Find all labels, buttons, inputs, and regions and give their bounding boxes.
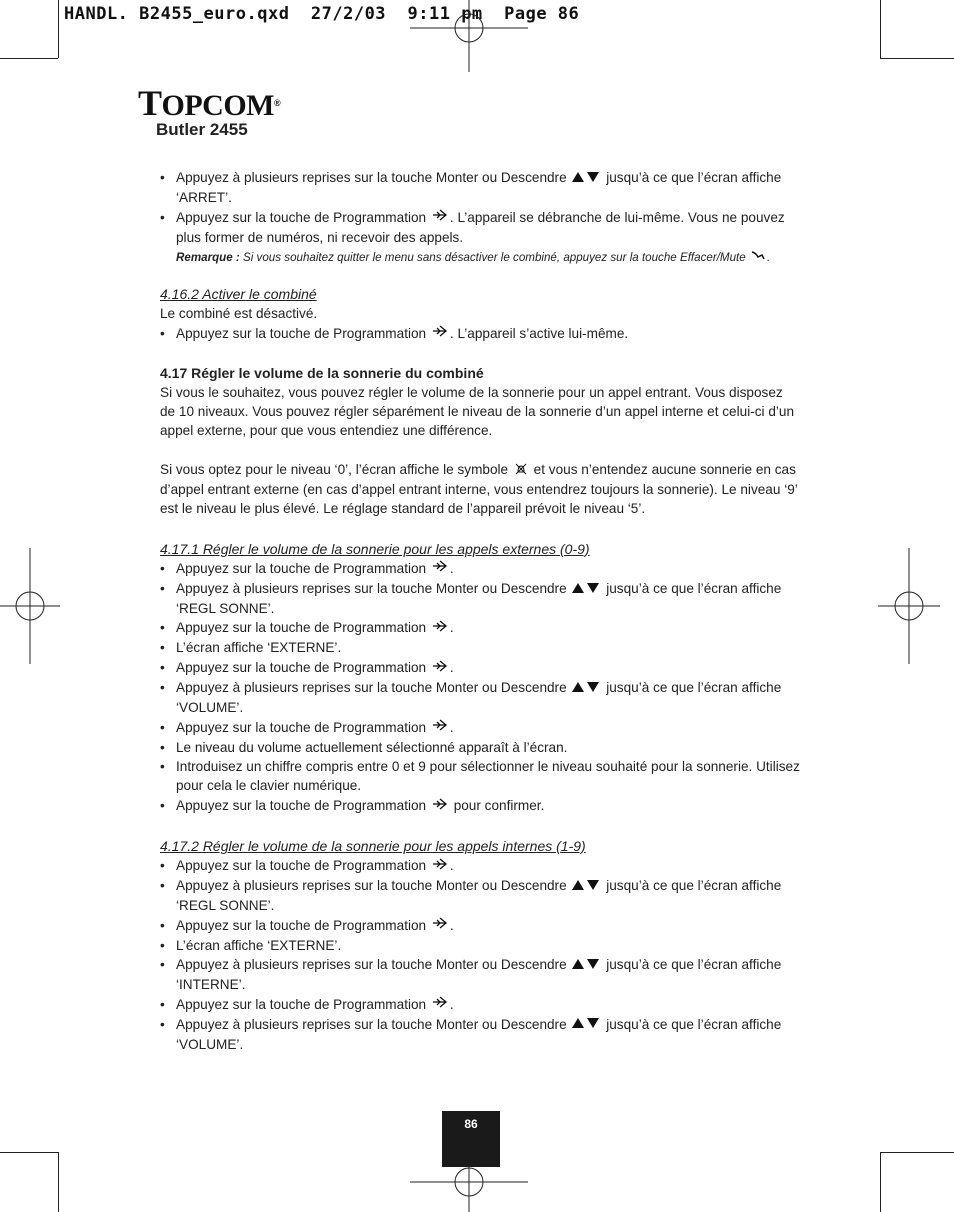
paragraph: Si vous optez pour le niveau ‘0’, l’écran affiche le symbole et vous n’entendez aucune sonnerie en cas d’appel entrant externe (en cas d’appel entrant interne, vous entendrez toujours la sonnerie). Le niveau ‘9’ est le niveau le plus élevé. Le réglage standard de l’appareil prévoit le niveau ‘5’. bbox=[160, 461, 798, 517]
program-key-icon bbox=[432, 995, 448, 1014]
crop-mark bbox=[880, 0, 881, 58]
up-down-arrows-icon bbox=[572, 679, 600, 698]
list-item: • Appuyez sur la touche de Programmation . bbox=[160, 559, 800, 579]
list-item: • Appuyez à plusieurs reprises sur la touche Monter ou Descendre jusqu’à ce que l’écran affiche ‘REGL SONNE’. bbox=[160, 579, 800, 619]
ringer-off-icon bbox=[514, 461, 528, 480]
list-item: • Appuyez sur la touche de Programmation . L’appareil se débranche de lui-même. Vous ne pouvez plus former de numéros, ni recevoir des appels. bbox=[160, 208, 800, 248]
list-item: • Appuyez sur la touche de Programmation . bbox=[160, 995, 800, 1015]
crop-mark bbox=[0, 1152, 58, 1153]
program-key-icon bbox=[432, 718, 448, 737]
list-item: • L’écran affiche ‘EXTERNE’. bbox=[160, 936, 800, 955]
program-key-icon bbox=[432, 324, 448, 343]
registration-mark-top bbox=[410, 0, 528, 72]
program-key-icon bbox=[432, 857, 448, 876]
list-item: • Appuyez sur la touche de Programmation . bbox=[160, 718, 800, 738]
list-item: • Appuyez à plusieurs reprises sur la touche Monter ou Descendre jusqu’à ce que l’écran affiche ‘INTERNE’. bbox=[160, 955, 800, 995]
page-number: 86 bbox=[442, 1111, 500, 1167]
registration-mark-left bbox=[0, 548, 60, 664]
model-name: Butler 2455 bbox=[156, 120, 248, 139]
page-content bbox=[160, 168, 800, 1054]
list-item: • Appuyez à plusieurs reprises sur la touche Monter ou Descendre jusqu’à ce que l’écran affiche ‘VOLUME’. bbox=[160, 678, 800, 718]
list-item: • Appuyez sur la touche de Programmation . L’appareil s’active lui-même. bbox=[160, 324, 800, 344]
crop-mark bbox=[58, 0, 59, 58]
remark-note: Remarque : Si vous souhaitez quitter le menu sans désactiver le combiné, appuyez sur la touche Effacer/Mute . bbox=[160, 248, 800, 268]
registration-mark-right bbox=[878, 548, 940, 664]
section-heading-4-17-1: 4.17.1 Régler le volume de la sonnerie pour les appels externes (0-9) bbox=[160, 540, 590, 557]
program-key-icon bbox=[432, 208, 448, 227]
list-4-17-2 bbox=[160, 856, 800, 1054]
up-down-arrows-icon bbox=[572, 169, 600, 188]
crop-mark bbox=[880, 1152, 881, 1212]
section-heading-4-17: 4.17 Régler le volume de la sonnerie du combiné bbox=[160, 364, 484, 381]
paragraph: Si vous le souhaitez, vous pouvez régler le volume de la sonnerie pour un appel entrant. Vous disposez de 10 niveaux. Vous pouvez régler séparément le niveau de la sonnerie d’un appel interne et celui-ci d’un appel externe, pour que vous entendiez une différence. bbox=[160, 384, 795, 439]
list-item: • L’écran affiche ‘EXTERNE’. bbox=[160, 638, 800, 657]
crop-mark bbox=[58, 1152, 59, 1212]
program-key-icon bbox=[432, 916, 448, 935]
crop-mark bbox=[0, 58, 58, 59]
list-4-16-2 bbox=[160, 324, 800, 344]
list-item: • Appuyez sur la touche de Programmation . bbox=[160, 916, 800, 936]
crop-mark bbox=[880, 58, 954, 59]
list-4-17-1 bbox=[160, 559, 800, 816]
program-key-icon bbox=[432, 559, 448, 578]
section-heading-4-17-2: 4.17.2 Régler le volume de la sonnerie pour les appels internes (1-9) bbox=[160, 837, 586, 854]
up-down-arrows-icon bbox=[572, 956, 600, 975]
list-item: • Appuyez à plusieurs reprises sur la touche Monter ou Descendre jusqu’à ce que l’écran affiche ‘VOLUME’. bbox=[160, 1015, 800, 1055]
paragraph: Le combiné est désactivé. bbox=[160, 306, 318, 322]
section-heading-4-16-2: 4.16.2 Activer le combiné bbox=[160, 286, 317, 303]
list-item: • Appuyez à plusieurs reprises sur la touche Monter ou Descendre jusqu’à ce que l’écran affiche ‘ARRET’. bbox=[160, 168, 800, 208]
up-down-arrows-icon bbox=[572, 877, 600, 896]
up-down-arrows-icon bbox=[572, 1015, 600, 1034]
print-slug: HANDL. B2455_euro.qxd 27/2/03 9:11 pm Page 86 bbox=[64, 4, 580, 24]
list-item: • Appuyez sur la touche de Programmation . bbox=[160, 618, 800, 638]
list-item: • Introduisez un chiffre compris entre 0 et 9 pour sélectionner le niveau souhaité pour la sonnerie. Utilisez pour cela le clavier numérique. bbox=[160, 757, 800, 796]
list-item: • Appuyez à plusieurs reprises sur la touche Monter ou Descendre jusqu’à ce que l’écran affiche ‘REGL SONNE’. bbox=[160, 876, 800, 916]
up-down-arrows-icon bbox=[572, 580, 600, 599]
program-key-icon bbox=[432, 797, 448, 816]
list-item: • Appuyez sur la touche de Programmation pour confirmer. bbox=[160, 796, 800, 816]
intro-list bbox=[160, 168, 800, 247]
list-item: • Appuyez sur la touche de Programmation . bbox=[160, 856, 800, 876]
list-item: • Appuyez sur la touche de Programmation . bbox=[160, 658, 800, 678]
erase-mute-icon bbox=[751, 248, 765, 268]
program-key-icon bbox=[432, 659, 448, 678]
list-item: • Le niveau du volume actuellement sélectionné apparaît à l’écran. bbox=[160, 738, 800, 757]
program-key-icon bbox=[432, 619, 448, 638]
crop-mark bbox=[880, 1152, 954, 1153]
topcom-logo: TOPCOM® bbox=[138, 83, 281, 123]
